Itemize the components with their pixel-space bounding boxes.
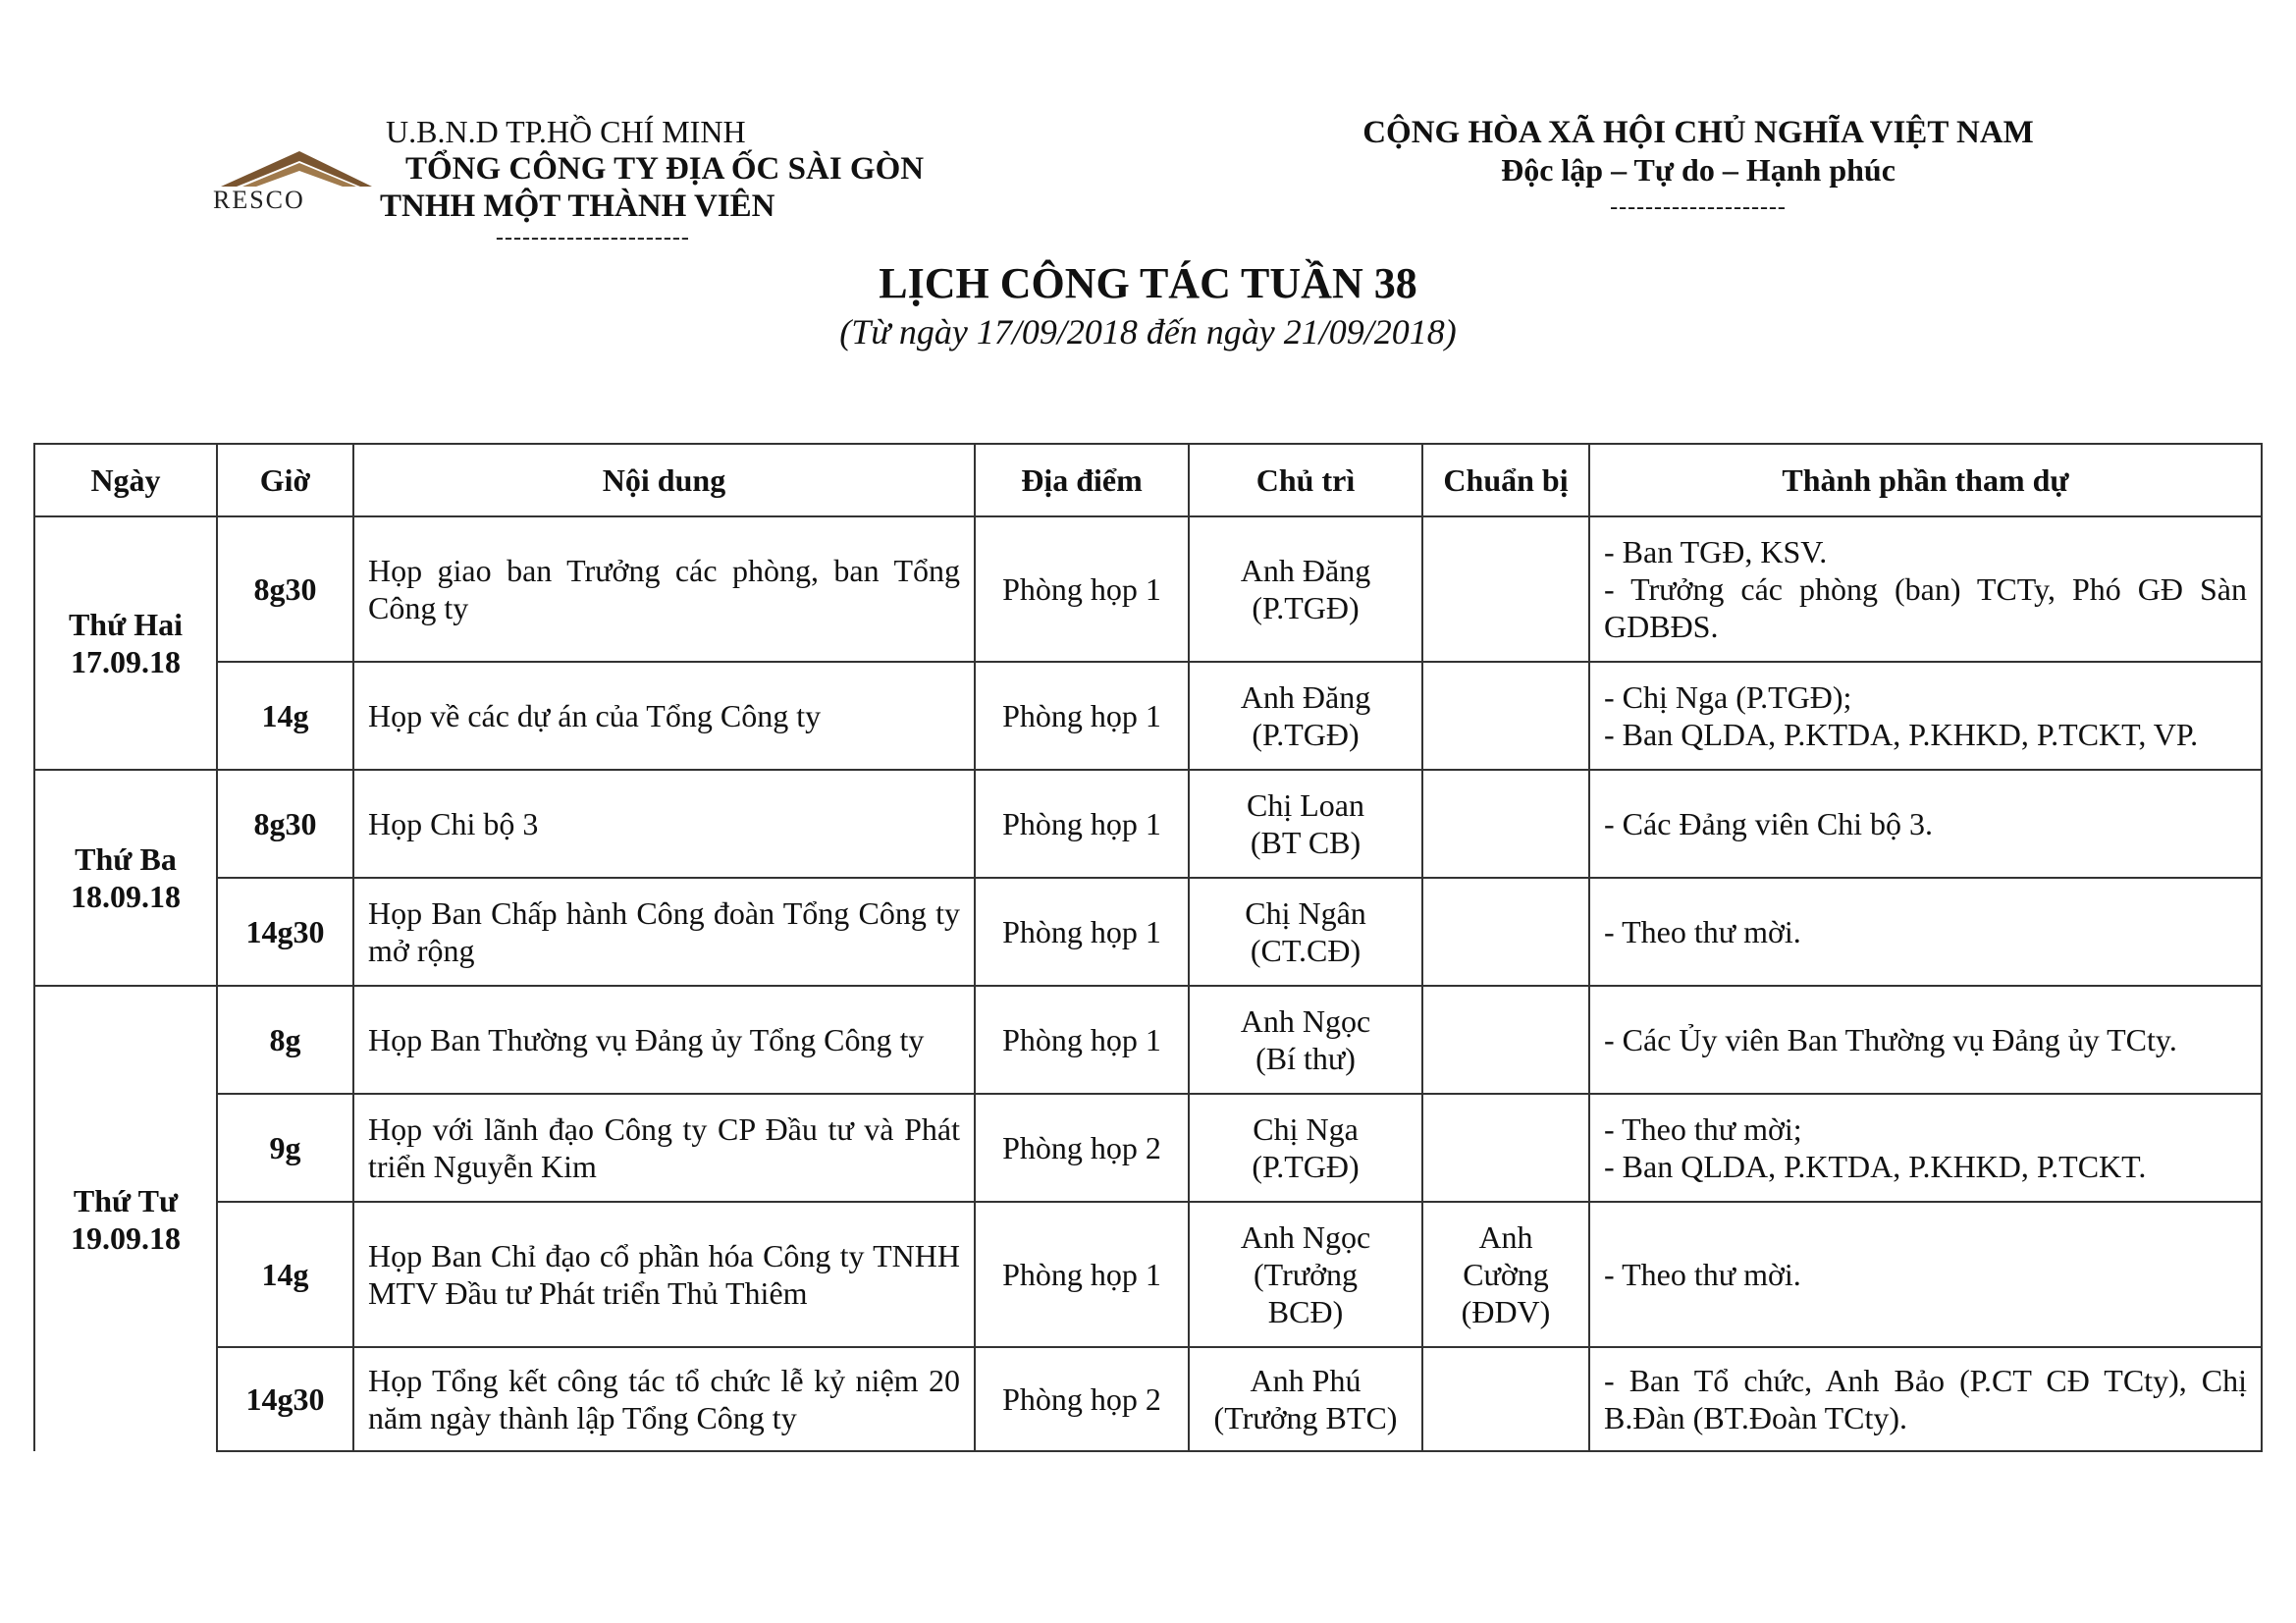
attendees-line: - Ban TGĐ, KSV. — [1604, 534, 1828, 569]
time-cell: 9g — [217, 1094, 353, 1202]
day-date: 18.09.18 — [71, 879, 181, 914]
attendees-line: - Theo thư mời; — [1604, 1111, 1802, 1147]
day-date: 19.09.18 — [71, 1219, 181, 1256]
country-name: CỘNG HÒA XÃ HỘI CHỦ NGHĨA VIỆT NAM — [1362, 115, 2034, 150]
chair-cell — [1189, 516, 1422, 662]
right-divider: -------------------- — [1610, 194, 1787, 220]
content-cell: Họp Tổng kết công tác tổ chức lễ kỷ niệm 20 năm ngày thành lập Tổng Công ty — [353, 1347, 975, 1451]
chair-cell — [1189, 662, 1422, 770]
chair-role: (Bí thư) — [1255, 1041, 1356, 1076]
header-content: Nội dung — [353, 444, 975, 516]
attendees-line: - Ban Tổ chức, Anh Bảo (P.CT CĐ TCty), Chị B.Đàn (BT.Đoàn TCty). — [1604, 1363, 2247, 1435]
place-cell: Phòng họp 1 — [975, 516, 1189, 662]
chair-name: Anh Phú — [1250, 1363, 1362, 1398]
authority-name: U.B.N.D TP.HỒ CHÍ MINH — [386, 114, 746, 149]
attendees-cell — [1589, 662, 2262, 770]
prep-cell — [1422, 986, 1589, 1094]
attendees-cell — [1589, 986, 2262, 1094]
header-attendees: Thành phần tham dự — [1589, 444, 2262, 516]
prep-cell — [1422, 770, 1589, 878]
table-row — [34, 770, 2262, 878]
chair-role: (Trưởng BTC) — [1213, 1400, 1398, 1435]
date-range: (Từ ngày 17/09/2018 đến ngày 21/09/2018) — [839, 312, 1457, 352]
chair-role: (P.TGĐ) — [1252, 1149, 1360, 1184]
attendees-line: - Ban QLDA, P.KTDA, P.KHKD, P.TCKT, VP. — [1604, 717, 2199, 752]
national-motto: Độc lập – Tự do – Hạnh phúc — [1501, 152, 1896, 188]
prep-cell — [1422, 1347, 1589, 1451]
prep-role: (ĐDV) — [1461, 1294, 1551, 1329]
table-row — [34, 662, 2262, 770]
chair-name: Anh Đăng — [1240, 553, 1371, 588]
place-cell: Phòng họp 2 — [975, 1094, 1189, 1202]
header-day: Ngày — [34, 444, 217, 516]
title-block — [0, 257, 2296, 353]
chair-role: (BT CB) — [1250, 825, 1362, 860]
time-cell: 14g — [217, 1202, 353, 1347]
chair-role: (P.TGĐ) — [1252, 717, 1360, 752]
header-prep: Chuẩn bị — [1422, 444, 1589, 516]
chair-name: Chị Ngân — [1245, 895, 1366, 931]
attendees-line: - Các Đảng viên Chi bộ 3. — [1604, 806, 1934, 841]
document-title: LỊCH CÔNG TÁC TUẦN 38 — [879, 259, 1417, 307]
chair-role: (CT.CĐ) — [1250, 933, 1362, 968]
table-row — [34, 1347, 2262, 1451]
content-cell: Họp Ban Chỉ đạo cổ phần hóa Công ty TNHH MTV Đầu tư Phát triển Thủ Thiêm — [353, 1202, 975, 1347]
left-divider: ---------------------- — [496, 225, 690, 250]
table-row — [34, 986, 2262, 1094]
national-header — [1276, 114, 2120, 222]
attendees-line: - Trưởng các phòng (ban) TCTy, Phó GĐ Sàn GDBĐS. — [1604, 571, 2247, 644]
day-date: 17.09.18 — [71, 644, 181, 679]
table-row — [34, 1094, 2262, 1202]
company-name: TỔNG CÔNG TY ĐỊA ỐC SÀI GÒN — [405, 151, 925, 187]
prep-cell — [1422, 1094, 1589, 1202]
attendees-cell — [1589, 1347, 2262, 1451]
chair-role: (Trưởng — [1254, 1257, 1358, 1292]
day-name: Thứ Tư — [73, 1182, 179, 1218]
day-name: Thứ Hai — [68, 607, 184, 642]
attendees-cell — [1589, 1202, 2262, 1347]
table-row — [34, 878, 2262, 986]
chair-cell — [1189, 1094, 1422, 1202]
attendees-line: - Chị Nga (P.TGĐ); — [1604, 679, 1852, 715]
chair-cell — [1189, 986, 1422, 1094]
time-cell: 14g30 — [217, 1347, 353, 1451]
place-cell: Phòng họp 2 — [975, 1347, 1189, 1451]
header-place: Địa điểm — [975, 444, 1189, 516]
roof-logo-icon — [213, 132, 380, 190]
time-cell: 8g30 — [217, 770, 353, 878]
chair-cell — [1189, 770, 1422, 878]
chair-role: (P.TGĐ) — [1252, 590, 1360, 625]
content-cell: Họp về các dự án của Tổng Công ty — [353, 662, 975, 770]
attendees-line: - Theo thư mời. — [1604, 914, 1801, 949]
time-cell: 8g30 — [217, 516, 353, 662]
prep-cell — [1422, 1202, 1589, 1347]
place-cell: Phòng họp 1 — [975, 878, 1189, 986]
table-row — [34, 516, 2262, 662]
time-cell: 14g — [217, 662, 353, 770]
chair-name: Chị Loan — [1247, 787, 1364, 823]
resco-logo — [213, 132, 380, 214]
content-cell: Họp Ban Chấp hành Công đoàn Tổng Công ty mở rộng — [353, 878, 975, 986]
chair-cell — [1189, 878, 1422, 986]
day-cell — [34, 986, 217, 1451]
attendees-cell — [1589, 878, 2262, 986]
day-name: Thứ Ba — [75, 841, 177, 877]
table-row — [34, 1202, 2262, 1347]
chair-role: BCĐ) — [1267, 1294, 1344, 1329]
chair-name: Anh Ngọc — [1240, 1003, 1371, 1039]
company-type: TNHH MỘT THÀNH VIÊN — [380, 189, 775, 224]
content-cell: Họp với lãnh đạo Công ty CP Đầu tư và Phát triển Nguyễn Kim — [353, 1094, 975, 1202]
content-cell: Họp Chi bộ 3 — [353, 770, 975, 878]
prep-cell — [1422, 878, 1589, 986]
prep-cell — [1422, 516, 1589, 662]
schedule-table — [33, 443, 2263, 1452]
time-cell: 8g — [217, 986, 353, 1094]
prep-name: Cường — [1463, 1257, 1549, 1292]
attendees-cell — [1589, 1094, 2262, 1202]
day-cell — [34, 770, 217, 986]
place-cell: Phòng họp 1 — [975, 986, 1189, 1094]
place-cell: Phòng họp 1 — [975, 662, 1189, 770]
table-header-row — [34, 444, 2262, 516]
logo-text: RESCO — [213, 186, 305, 214]
place-cell: Phòng họp 1 — [975, 1202, 1189, 1347]
place-cell: Phòng họp 1 — [975, 770, 1189, 878]
content-cell: Họp giao ban Trưởng các phòng, ban Tổng Công ty — [353, 516, 975, 662]
attendees-line: - Các Ủy viên Ban Thường vụ Đảng ủy TCty. — [1604, 1022, 2177, 1057]
attendees-line: - Theo thư mời. — [1604, 1257, 1801, 1292]
chair-name: Anh Đăng — [1240, 679, 1371, 715]
prep-cell — [1422, 662, 1589, 770]
prep-name: Anh — [1478, 1219, 1533, 1255]
chair-cell — [1189, 1202, 1422, 1347]
attendees-line: - Ban QLDA, P.KTDA, P.KHKD, P.TCKT. — [1604, 1149, 2147, 1184]
attendees-cell — [1589, 516, 2262, 662]
header-time: Giờ — [217, 444, 353, 516]
chair-cell — [1189, 1347, 1422, 1451]
chair-name: Anh Ngọc — [1240, 1219, 1371, 1255]
attendees-cell — [1589, 770, 2262, 878]
day-cell — [34, 516, 217, 770]
chair-name: Chị Nga — [1253, 1111, 1359, 1147]
time-cell: 14g30 — [217, 878, 353, 986]
header-chair: Chủ trì — [1189, 444, 1422, 516]
content-cell: Họp Ban Thường vụ Đảng ủy Tổng Công ty — [353, 986, 975, 1094]
